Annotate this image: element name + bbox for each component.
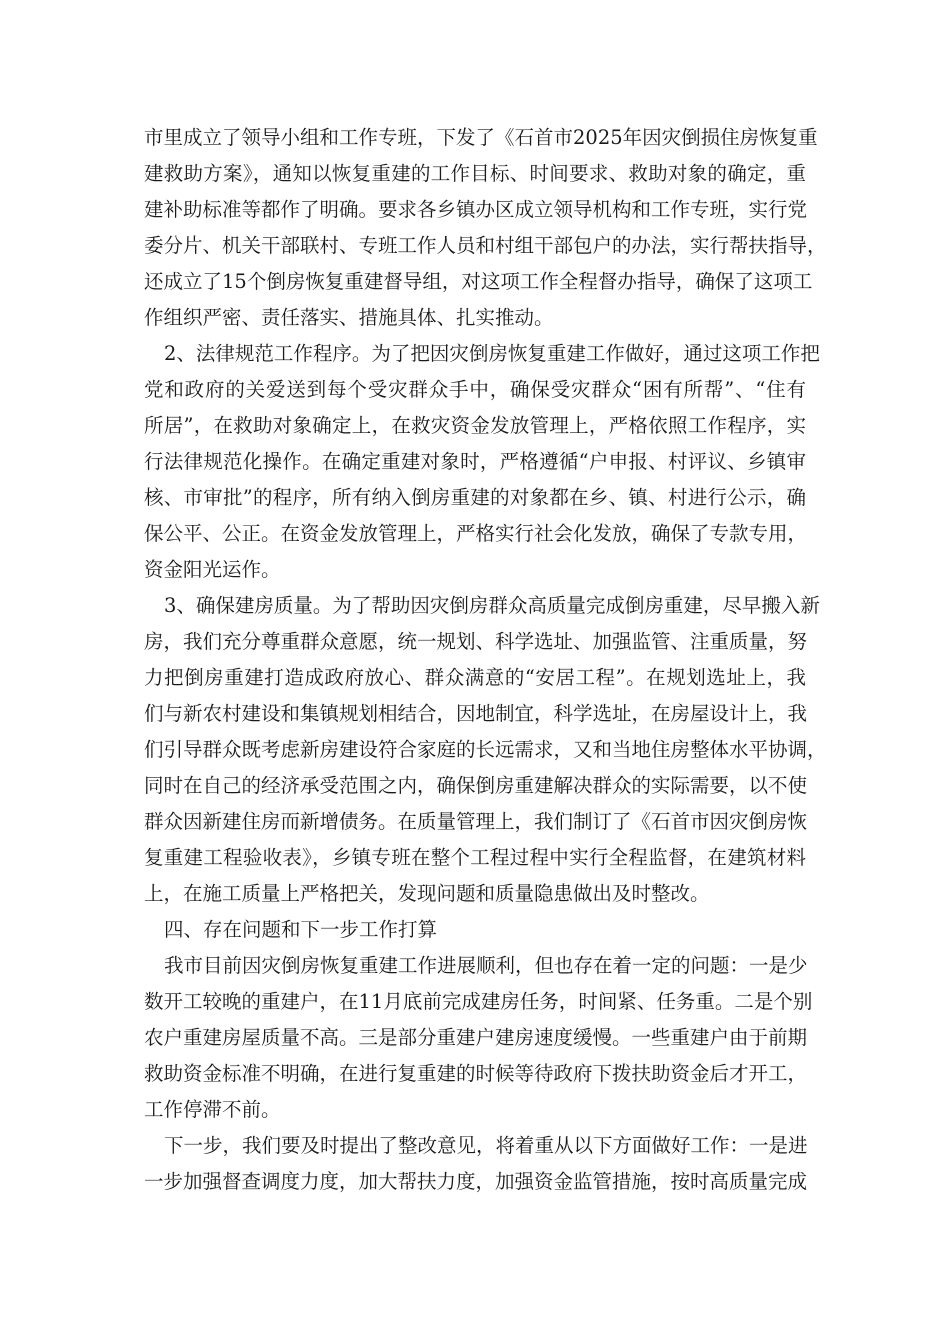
text-line: 行法律规范化操作。在确定重建对象时，严格遵循“户申报、村评议、乡镇审 [144, 450, 806, 473]
text-line: 所居”，在救助对象确定上，在救灾资金发放管理上，严格依照工作程序，实 [144, 414, 806, 437]
text-line: 建救助方案》，通知以恢复重建的工作目标、时间要求、救助对象的确定，重 [144, 162, 806, 185]
text-line: 资金阳光运作。 [144, 558, 281, 581]
text-line: 数开工较晚的重建户，在11月底前完成建房任务，时间紧、任务重。二是个别 [144, 990, 813, 1013]
text-line: 党和政府的关爱送到每个受灾群众手中，确保受灾群众“困有所帮”、“住有 [144, 378, 806, 401]
text-line: 作组织严密、责任落实、措施具体、扎实推动。 [144, 306, 554, 329]
section-heading: 四、存在问题和下一步工作打算 [164, 918, 438, 941]
text-line: 2、法律规范工作程序。为了把因灾倒房恢复重建工作做好，通过这项工作把 [164, 342, 820, 365]
text-line: 核、市审批”的程序，所有纳入倒房重建的对象都在乡、镇、村进行公示，确 [144, 486, 806, 509]
text-line: 上，在施工质量上严格把关，发现问题和质量隐患做出及时整改。 [144, 882, 710, 905]
text-line: 委分片、机关干部联村、专班工作人员和村组干部包户的办法，实行帮扶指导， [144, 234, 827, 257]
text-line: 力把倒房重建打造成政府放心、群众满意的“安居工程”。在规划选址上，我 [144, 666, 806, 689]
text-line: 下一步，我们要及时提出了整改意见，将着重从以下方面做好工作：一是进 [164, 1134, 808, 1157]
text-line: 还成立了15个倒房恢复重建督导组，对这项工作全程督办指导，确保了这项工 [144, 270, 813, 293]
text-line: 复重建工程验收表》，乡镇专班在整个工程过程中实行全程监督，在建筑材料 [144, 846, 806, 869]
text-line: 工作停滞不前。 [144, 1098, 281, 1121]
text-line: 同时在自己的经济承受范围之内，确保倒房重建解决群众的实际需要，以不使 [144, 774, 808, 797]
text-line: 保公平、公正。在资金发放管理上，严格实行社会化发放，确保了专款专用， [144, 522, 808, 545]
text-line: 建补助标准等都作了明确。要求各乡镇办区成立领导机构和工作专班，实行党 [144, 198, 808, 221]
text-line: 群众因新建住房而新增债务。在质量管理上，我们制订了《石首市因灾倒房恢 [144, 810, 808, 833]
text-line: 救助资金标准不明确，在进行复重建的时候等待政府下拨扶助资金后才开工， [144, 1062, 808, 1085]
text-line: 房，我们充分尊重群众意愿，统一规划、科学选址、加强监管、注重质量，努 [144, 630, 808, 653]
text-line: 们引导群众既考虑新房建设符合家庭的长远需求，又和当地住房整体水平协调， [144, 738, 827, 761]
document-body [144, 120, 827, 1200]
text-line: 们与新农村建设和集镇规划相结合，因地制宜，科学选址，在房屋设计上，我 [144, 702, 808, 725]
text-line: 市里成立了领导小组和工作专班，下发了《石首市2025年因灾倒损住房恢复重 [144, 126, 818, 149]
text-line: 一步加强督查调度力度，加大帮扶力度，加强资金监管措施，按时高质量完成 [144, 1170, 808, 1193]
text-line: 农户重建房屋质量不高。三是部分重建户建房速度缓慢。一些重建户由于前期 [144, 1026, 808, 1049]
text-line: 3、确保建房质量。为了帮助因灾倒房群众高质量完成倒房重建，尽早搬入新 [164, 594, 820, 617]
text-line: 我市目前因灾倒房恢复重建工作进展顺利，但也存在着一定的问题：一是少 [164, 954, 808, 977]
